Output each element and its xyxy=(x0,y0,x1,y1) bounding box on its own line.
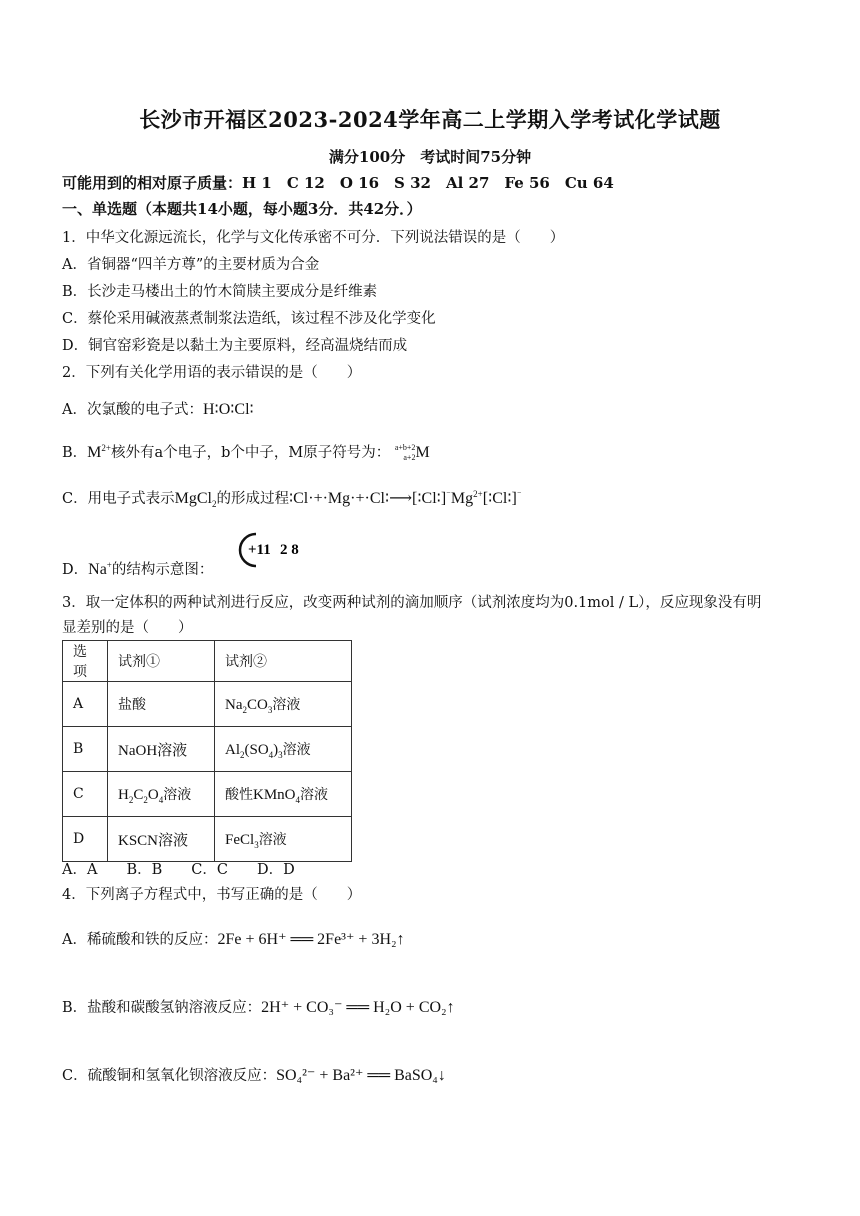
option-cell: B xyxy=(63,727,108,772)
reagent-2-cell xyxy=(215,727,352,772)
exam-info: 满分100分 考试时间75分钟 xyxy=(328,148,532,166)
equation-c: SO₄²⁻ + Ba²⁺ ══ BaSO₄↓ xyxy=(276,1067,446,1084)
q4-a-label: A．稀硫酸和铁的反应： xyxy=(62,932,218,948)
formula-part: C xyxy=(133,786,144,803)
subscript: 2 xyxy=(242,704,247,715)
solution-label: 溶液 xyxy=(300,786,329,803)
q1-option-b: B．长沙走马楼出土的竹木简牍主要成分是纤维素 xyxy=(62,284,378,300)
chloride-charge-2: ⁻ xyxy=(516,489,522,500)
section-heading: 一、单选题（本题共14小题，每小题3分．共42分．） xyxy=(62,200,422,218)
option-cell: D xyxy=(63,817,108,862)
sodium-ion-structure-diagram xyxy=(238,528,318,572)
q2-option-d xyxy=(62,558,213,579)
subscript: 4 xyxy=(295,794,301,805)
subscript: 4 xyxy=(158,794,164,805)
q4-c-label: C．硫酸铜和氢氧化钡溶液反应： xyxy=(62,1068,277,1084)
equation-a: 2Fe + 6H⁺ ══ 2Fe³⁺ + 3H₂↑ xyxy=(217,931,405,948)
hypochlorous-electron-formula: H∶O∶Cl∶ xyxy=(202,401,254,418)
reagent-2-cell xyxy=(215,772,352,817)
formula-part: KMnO xyxy=(253,786,296,803)
equation-b: 2H⁺ + CO₃⁻ ══ H₂O + CO₂↑ xyxy=(261,999,455,1016)
q2-d-text: 的结构示意图： xyxy=(111,562,214,578)
subscript: 3 xyxy=(254,839,259,850)
q2-option-a xyxy=(62,398,254,419)
magnesium-charge: 2+ xyxy=(473,489,483,500)
formula-part: CO xyxy=(247,696,268,713)
reagent-1-cell: 盐酸 xyxy=(108,682,215,727)
table-header-row xyxy=(63,641,352,682)
q4-option-b xyxy=(62,996,455,1017)
subscript: 3 xyxy=(278,749,283,760)
subscript: 3 xyxy=(267,704,273,715)
table-row xyxy=(63,682,352,727)
formula-part: Al xyxy=(225,741,240,758)
q4-stem: 4．下列离子方程式中，书写正确的是（ ） xyxy=(62,887,362,903)
formula-part: Na xyxy=(225,696,243,713)
page-title: 长沙市开福区2023-2024学年高二上学期入学考试化学试题 xyxy=(139,107,721,132)
formula-part: H xyxy=(118,786,129,803)
formula-part: (SO xyxy=(244,741,269,758)
q1-option-a: A．省铜器“四羊方尊”的主要材质为合金 xyxy=(62,257,320,273)
electron-shells: 2 8 xyxy=(280,542,299,558)
acidic-label: 酸性 xyxy=(225,786,253,803)
q2-b-label: B． xyxy=(62,445,88,461)
header-reagent-1: 试剂① xyxy=(108,641,215,682)
q1-option-d: D．铜官窑彩瓷是以黏土为主要原料，经高温烧结而成 xyxy=(62,338,408,354)
q1-option-c: C．蔡伦采用碱液蒸煮制浆法造纸，该过程不涉及化学变化 xyxy=(62,311,436,327)
atom-symbol: M xyxy=(415,444,430,461)
solution-label: 溶液 xyxy=(258,831,287,848)
sodium-symbol: Na xyxy=(88,561,107,578)
option-cell: C xyxy=(63,772,108,817)
q1-stem: 1．中华文化源远流长，化学与文化传承密不可分．下列说法错误的是（ ） xyxy=(62,230,565,246)
formation-lhs: ∶Cl·+·Mg·+·Cl∶ xyxy=(288,490,390,507)
q2-b-text: 核外有a个电子，b个中子，M原子符号为： xyxy=(110,445,391,461)
subscript: 2 xyxy=(143,794,148,805)
reagent-1-cell xyxy=(108,772,215,817)
ion-charge: 2+ xyxy=(101,443,111,454)
subscript: 4 xyxy=(268,749,274,760)
mass-number: a+b+2 xyxy=(394,443,416,452)
atomic-number: a+2 xyxy=(403,453,416,462)
ion-symbol: M xyxy=(87,444,102,461)
subscript: 2 xyxy=(128,794,134,805)
reagent-2-cell xyxy=(215,817,352,862)
nucleus-charge: +11 xyxy=(248,542,271,558)
table-row xyxy=(63,727,352,772)
q2-d-label: D． xyxy=(62,562,89,578)
formula-part: ) xyxy=(273,741,279,758)
q3-stem-line1: 3．取一定体积的两种试剂进行反应，改变两种试剂的滴加顺序（试剂浓度均为0.1mol / L），反应现象没有明 xyxy=(62,595,762,611)
q2-a-label: A．次氯酸的电子式： xyxy=(62,402,203,418)
q4-b-label: B．盐酸和碳酸氢钠溶液反应： xyxy=(62,1000,262,1016)
subscript: 2 xyxy=(240,749,245,760)
solution-label: 溶液 xyxy=(272,696,301,713)
q2-c-label: C．用电子式表示 xyxy=(62,491,175,507)
q4-option-a xyxy=(62,928,405,949)
q2-option-c xyxy=(62,487,522,509)
formula-part: FeCl xyxy=(225,831,255,848)
reagent-1-cell: NaOH溶液 xyxy=(108,727,215,772)
table-row xyxy=(63,817,352,862)
option-cell: A xyxy=(63,682,108,727)
chloride-charge-1: ⁻ xyxy=(446,489,451,500)
header-reagent-2: 试剂② xyxy=(215,641,352,682)
atomic-mass-line: 可能用到的相对原子质量：H 1 C 12 O 16 S 32 Al 27 Fe 56 Cu 64 xyxy=(62,174,614,192)
chloride-ion-1: [∶Cl∶] xyxy=(412,490,447,507)
formula-part: O xyxy=(147,786,159,803)
mgcl2-formula: MgCl xyxy=(174,490,212,507)
q3-stem-line2: 显差别的是（ ） xyxy=(62,620,193,636)
reaction-arrow: ⟶ xyxy=(389,490,413,507)
q2-stem: 2．下列有关化学用语的表示错误的是（ ） xyxy=(62,365,362,381)
q2-c-text: 的形成过程 xyxy=(216,491,289,507)
sodium-charge: + xyxy=(106,560,112,571)
table-row xyxy=(63,772,352,817)
header-option: 选项 xyxy=(63,641,108,682)
reagent-1-cell: KSCN溶液 xyxy=(108,817,215,862)
reagent-2-cell xyxy=(215,682,352,727)
q3-choices: A．A B．B C．C D．D xyxy=(62,862,295,878)
reagent-table xyxy=(62,640,352,862)
mgcl2-subscript: 2 xyxy=(211,498,217,509)
q4-option-c xyxy=(62,1064,446,1085)
q2-option-b xyxy=(62,441,430,463)
magnesium-ion: Mg xyxy=(450,490,474,507)
solution-label: 溶液 xyxy=(282,741,311,758)
solution-label: 溶液 xyxy=(163,786,192,803)
chloride-ion-2: [∶Cl∶] xyxy=(482,490,517,507)
